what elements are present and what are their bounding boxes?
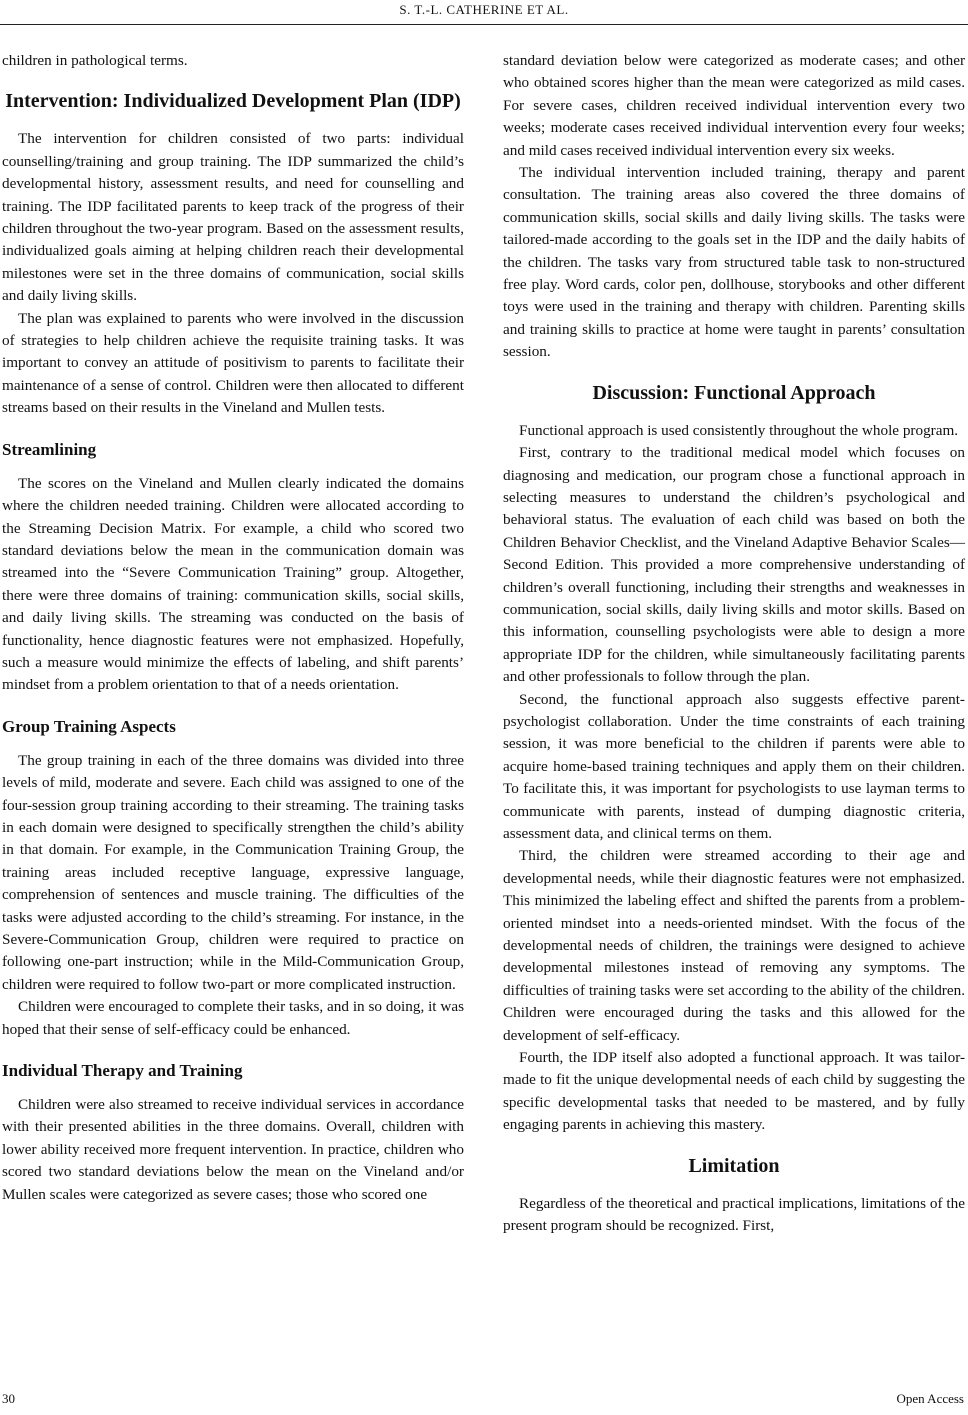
paragraph: The group training in each of the three domains was divided into three levels of mild, moderate and severe. Each child was assigned to one of the four-session group training according to their streaming. The training tasks in each domain were designed to specifically strengthen the child’s ability in that domain. For example, in the Communication Training Group, the training areas included receptive language, expressive language, comprehension of sentences and muscle training. The difficulties of the tasks were adjusted according to the child’s streaming. For instance, in the Severe-Communication Group, children were required to practice on following one-part instruction; while in the Mild-Communication Group, children were required to follow two-part or more complicated instruction. [2,751,464,993]
paragraph: standard deviation below were categorized as moderate cases; and other who obtained scores higher than the mean were categorized as mild cases. For severe cases, children received individual intervention every two weeks; moderate cases received individual intervention every four weeks; and mild cases received individual intervention every six weeks. [503,52,965,159]
subsection-heading-group-training: Group Training Aspects [2,716,176,736]
paragraph: The individual intervention included training, therapy and parent consultation. The training areas also covered the three domains of communication skills, social skills and daily living skills. The tasks were tailored-made according to the goals set in the IDP and the daily habits of the children. The tasks vary from structured table task to non-structured free play. Word cards, color pen, dollhouse, storybooks and other different toys were used in the training and therapy with children. Parenting skills and training skills to practice at home were taught in parents’ consultation session. [503,164,965,361]
paragraph: Functional approach is used consistently throughout the whole program. [519,421,959,439]
subsection-heading-streamlining: Streamlining [2,439,97,459]
paragraph: Second, the functional approach also suggests effective parent-psychologist collaboration. Under the time constraints of each training session, it was more beneficial to the children if parents were able to acquire home-based training techniques and apply them on their children. To facilitate this, it was important for psychologists to use layman terms to communicate with parents, instead of dumping diagnostic criteria, assessment data, and clinical terms on them. [503,690,965,842]
section-heading-limitation: Limitation [688,1154,780,1177]
paragraph: Children were also streamed to receive individual services in accordance with their presented abilities in the three domains. Overall, children with lower ability received more frequent intervention. In practice, children who scored two standard deviations below the mean on the Vineland and/or Mullen scales were categorized as severe cases; those who scored one [2,1096,464,1203]
running-head: S. T.-L. CATHERINE ET AL. [399,2,569,17]
page-number: 30 [2,1391,15,1406]
paragraph: Children were encouraged to complete their tasks, and in so doing, it was hoped that their sense of self-efficacy could be enhanced. [2,998,464,1038]
left-column [2,50,464,1206]
paragraph: First, contrary to the traditional medical model which focuses on diagnosing and medication, our program chose a functional approach in selecting measures to understand the children’s psychological and behavioral status. The evaluation of each child was based on both the Children Behavior Checklist, and the Vineland Adaptive Behavior Scales—Second Edition. This provided a more comprehensive understanding of children’s overall functioning, including their strengths and weaknesses in communication, social skills, daily living skills and motor skills. Based on this information, counselling psychologists were able to design a more appropriate IDP for the children, while simultaneously facilitating parents and other professionals to follow through the plan. [503,444,965,686]
paragraph: The intervention for children consisted of two parts: individual counselling/training and group training. The IDP summarized the child’s developmental history, assessment results, and need for counselling and training. The IDP facilitated parents to keep track of the progress of their children throughout the two-year program. Based on the assessment results, individualized goals aiming at helping children reach their developmental milestones were set in the three domains of communication, social skills and daily living skills. [2,130,464,305]
header-rule [0,24,968,25]
paragraph: Regardless of the theoretical and practical implications, limitations of the present program should be recognized. First, [503,1194,965,1235]
publisher-label: Open Access [896,1391,964,1406]
subsection-heading-individual-therapy: Individual Therapy and Training [2,1061,243,1081]
section-heading-discussion: Discussion: Functional Approach [592,381,876,404]
paragraph: The scores on the Vineland and Mullen clearly indicated the domains where the children needed training. Children were allocated according to the Streaming Decision Matrix. For example, a child who scored two standard deviations below the mean in the communication domain was streamed into the “Severe Communication Training” group. Altogether, there were three domains of training: communication skills, social skills, and daily living skills. The streaming was conducted on the basis of functionality, hence diagnostic features were not emphasized. Hopefully, such a measure would minimize the effects of labeling, and shift parents’ mindset from a problem orientation to that of a needs orientation. [2,474,464,694]
section-heading-idp: Intervention: Individualized Development Plan (IDP) [5,90,461,113]
right-column [503,50,965,1238]
paragraph: children in pathological terms. [2,52,188,69]
paragraph: Fourth, the IDP itself also adopted a functional approach. It was tailor-made to fit the unique developmental needs of each child by suggesting the specific developmental tasks that needed to be mastered, and by fully engaging parents in achieving this mastery. [503,1049,965,1134]
paragraph: The plan was explained to parents who were involved in the discussion of strategies to help children achieve the requisite training tasks. It was important to convey an attitude of positivism to parents to facilitate their maintenance of a sense of control. Children were then allocated to different streams based on their results in the Vineland and Mullen tests. [2,309,464,417]
paragraph: Third, the children were streamed according to their age and developmental needs, while their diagnostic features were not emphasized. This minimized the labeling effect and shifted the parents from a problem-oriented mindset into a needs-oriented mindset. With the focus of the developmental needs of children, the trainings were designed to achieve developmental milestones instead of removing any symptoms. The difficulties of training tasks were set according to the ability of the children. Children were encouraged during the tasks and this allowed for the development of self-efficacy. [503,847,965,1044]
